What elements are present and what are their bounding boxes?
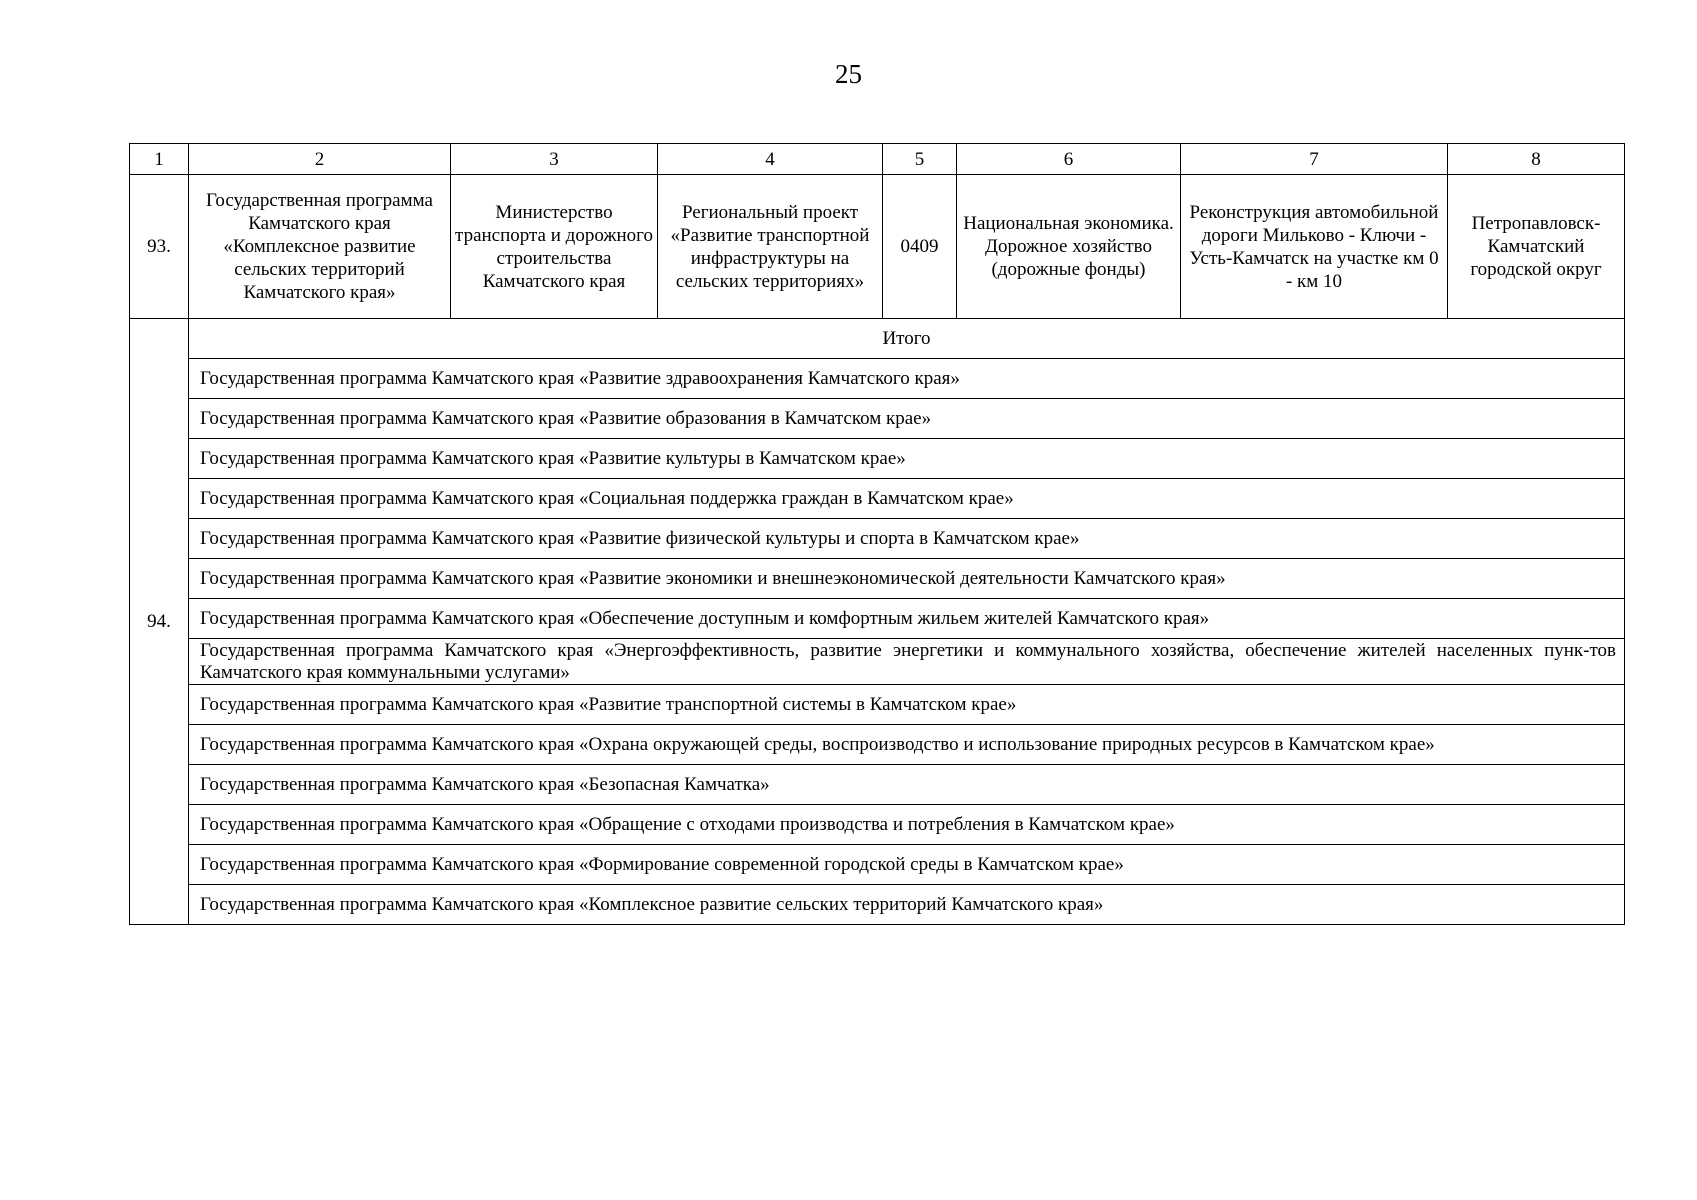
total-label: Итого <box>189 319 1625 359</box>
program-cell: Государственная программа Камчатского края «Комплексное развитие сельских территорий Камчатского края» <box>189 175 451 319</box>
program-name: Государственная программа Камчатского края «Развитие экономики и внешнеэкономической деятельности Камчатского края» <box>189 559 1625 599</box>
program-name: Государственная программа Камчатского края «Безопасная Камчатка» <box>189 765 1625 805</box>
program-name: Государственная программа Камчатского края «Развитие образования в Камчатском крае» <box>189 399 1625 439</box>
program-row <box>130 559 1625 599</box>
program-name: Государственная программа Камчатского края «Развитие физической культуры и спорта в Камчатском крае» <box>189 519 1625 559</box>
program-row <box>130 399 1625 439</box>
budget-table <box>129 143 1625 925</box>
object-cell: Реконструкция автомобильной дороги Мильково - Ключи - Усть-Камчатск на участке км 0 - км 10 <box>1181 175 1448 319</box>
program-name: Государственная программа Камчатского края «Социальная поддержка граждан в Камчатском крае» <box>189 479 1625 519</box>
project-cell: Региональный проект «Развитие транспортной инфраструктуры на сельских территориях» <box>658 175 883 319</box>
program-name: Государственная программа Камчатского края «Развитие транспортной системы в Камчатском крае» <box>189 685 1625 725</box>
column-number: 5 <box>883 144 957 175</box>
program-name: Государственная программа Камчатского края «Формирование современной городской среды в Камчатском крае» <box>189 845 1625 885</box>
program-row <box>130 439 1625 479</box>
program-row <box>130 479 1625 519</box>
program-name: Государственная программа Камчатского края «Обеспечение доступным и комфортным жильем жителей Камчатского края» <box>189 599 1625 639</box>
program-row <box>130 685 1625 725</box>
program-name: Государственная программа Камчатского края «Обращение с отходами производства и потребления в Камчатском крае» <box>189 805 1625 845</box>
program-row <box>130 519 1625 559</box>
column-number: 1 <box>130 144 189 175</box>
row-number: 93. <box>130 175 189 319</box>
page-number: 25 <box>835 59 862 89</box>
column-number: 2 <box>189 144 451 175</box>
column-number: 4 <box>658 144 883 175</box>
municipality-cell: Петропавловск-Камчатский городской округ <box>1448 175 1625 319</box>
program-row <box>130 805 1625 845</box>
code-cell: 0409 <box>883 175 957 319</box>
total-row <box>130 319 1625 359</box>
program-name: Государственная программа Камчатского края «Охрана окружающей среды, воспроизводство и использование природных ресурсов в Камчатском крае» <box>189 725 1625 765</box>
program-name: Государственная программа Камчатского края «Развитие здравоохранения Камчатского края» <box>189 359 1625 399</box>
column-number: 8 <box>1448 144 1625 175</box>
section-cell: Национальная экономика. Дорожное хозяйство (дорожные фонды) <box>957 175 1181 319</box>
program-row <box>130 725 1625 765</box>
column-number-row <box>130 144 1625 175</box>
program-name: Государственная программа Камчатского края «Комплексное развитие сельских территорий Камчатского края» <box>189 885 1625 925</box>
ministry-cell: Министерство транспорта и дорожного строительства Камчатского края <box>451 175 658 319</box>
program-row <box>130 885 1625 925</box>
column-number: 3 <box>451 144 658 175</box>
program-row <box>130 599 1625 639</box>
column-number: 7 <box>1181 144 1448 175</box>
program-row <box>130 639 1625 685</box>
program-row <box>130 845 1625 885</box>
program-name: Государственная программа Камчатского края «Развитие культуры в Камчатском крае» <box>189 439 1625 479</box>
program-row <box>130 359 1625 399</box>
program-row <box>130 765 1625 805</box>
column-number: 6 <box>957 144 1181 175</box>
table-row <box>130 175 1625 319</box>
row-number: 94. <box>130 319 189 925</box>
program-name: Государственная программа Камчатского края «Энергоэффективность, развитие энергетики и коммунального хозяйства, обеспечение жителей населенных пунк-тов Камчатского края коммунальными услугами» <box>189 639 1625 685</box>
